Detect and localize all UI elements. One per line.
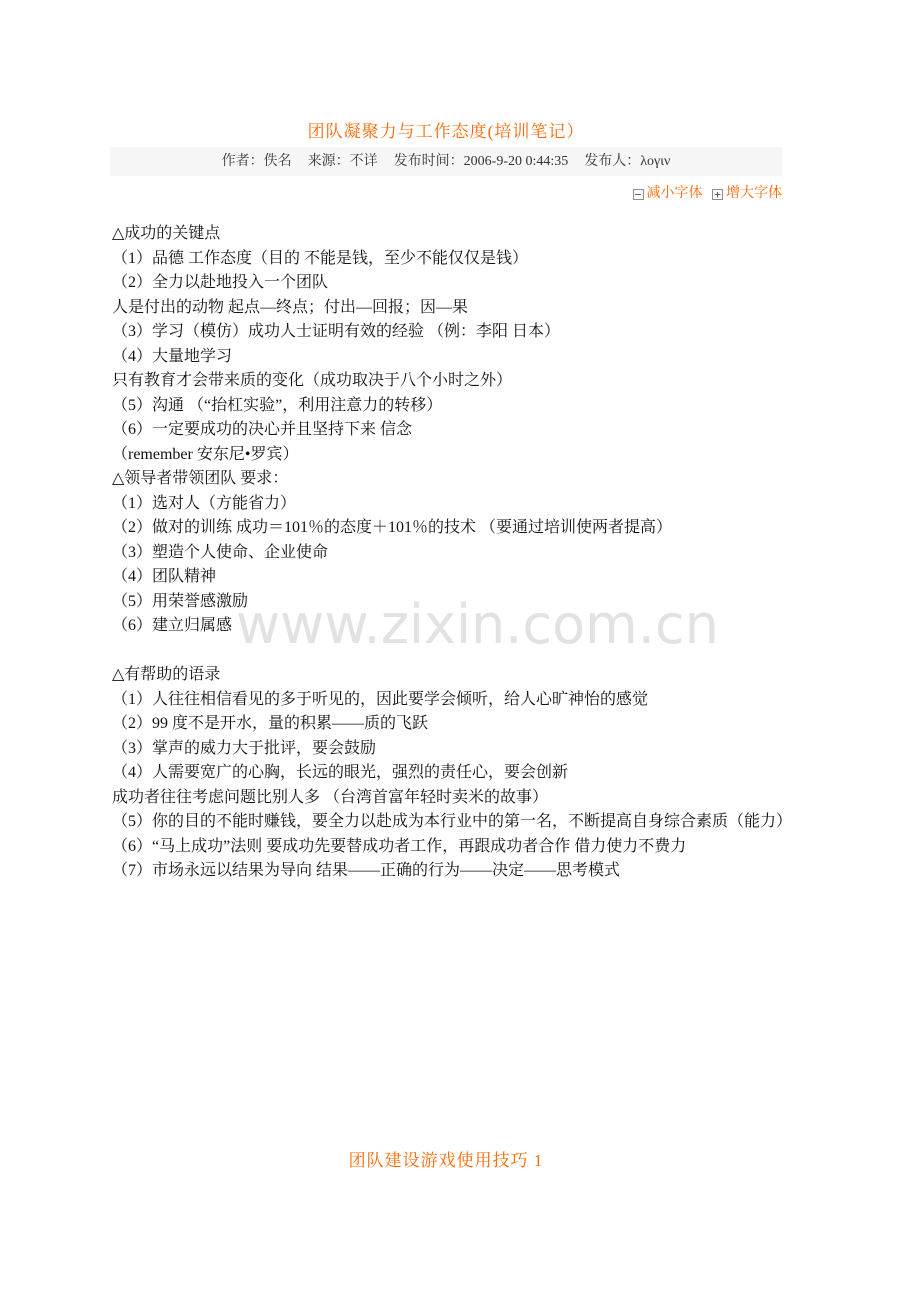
body-line: △有帮助的语录 [112,666,221,683]
body-line: （6）“马上成功”法则 要成功先要替成功者工作，再跟成功者合作 借力使力不费力 [112,837,687,855]
plus-box-icon: + [712,189,723,200]
body-line: （1）品德 工作态度（目的 不能是钱，至少不能仅仅是钱） [112,249,529,267]
body-line: △成功的关键点 [112,225,221,242]
body-line: （2）做对的训练 成功＝101％的态度＋101％的技术 （要通过培训使两者提高） [112,519,673,536]
body-line: （2）全力以赴地投入一个团队 [112,274,329,291]
watermark: www.zixin.com.cn [236,593,719,656]
body-line: （4）团队精神 [112,568,217,585]
body-line: 成功者往往考虑问题比别人多 （台湾首富年轻时卖米的故事） [112,788,549,806]
document-title: 团队凝聚力与工作态度(培训笔记） [307,122,585,141]
body-line: △领导者带领团队 要求： [112,470,289,487]
body-line: （1）选对人（方能省力） [112,494,297,512]
body-line: 人是付出的动物 起点—终点；付出—回报；因—果 [112,298,469,316]
body-line: （1）人往往相信看见的多于听见的，因此要学会倾听，给人心旷神怡的感觉 [112,690,649,708]
decrease-font-button[interactable] [633,185,703,203]
meta-bar [110,147,782,176]
body-line: （remember 安东尼•罗宾） [112,445,299,463]
body-line: （3）掌声的威力大于批评，要会鼓励 [112,739,377,757]
body-line: （5）用荣誉感激励 [112,592,249,610]
body-line: （6）一定要成功的决心并且坚持下来 信念 [112,421,413,438]
body-text [112,222,832,884]
body-line: （7）市场永远以结果为导向 结果——正确的行为——决定——思考模式 [112,862,621,879]
meta-publish-time: 发布时间：2006-9-20 0:44:35 [393,154,569,169]
body-line: （2）99 度不是开水，量的积累——质的飞跃 [112,715,429,732]
font-size-controls [627,185,783,203]
meta-author: 作者：佚名 [221,154,292,169]
body-line: （4）人需要宽广的心胸，长远的眼光，强烈的责任心，要会创新 [112,764,569,781]
meta-publisher: 发布人：λογιν [584,154,671,169]
body-line: （3）学习（模仿）成功人士证明有效的经验 （例：李阳 日本） [112,323,561,340]
next-article-title: 团队建设游戏使用技巧 1 [348,1151,544,1170]
meta-source: 来源：不详 [307,154,378,169]
body-line: （3）塑造个人使命、企业使命 [112,543,329,561]
body-line [112,639,832,664]
increase-font-button[interactable] [712,185,782,203]
increase-font-label: 增大字体 [726,186,782,201]
decrease-font-label: 减小字体 [646,186,703,201]
minus-box-icon: − [633,189,644,200]
body-line: （5）沟通 （“抬杠实验”，利用注意力的转移） [112,396,443,414]
body-line: （5）你的目的不能时赚钱，要全力以赴成为本行业中的第一名，不断提高自身综合素质（能力） [112,813,793,830]
body-line: （4）大量地学习 [112,347,233,365]
body-line: （6）建立归属感 [112,617,233,634]
body-line: 只有教育才会带来质的变化（成功取决于八个小时之外） [112,372,513,389]
